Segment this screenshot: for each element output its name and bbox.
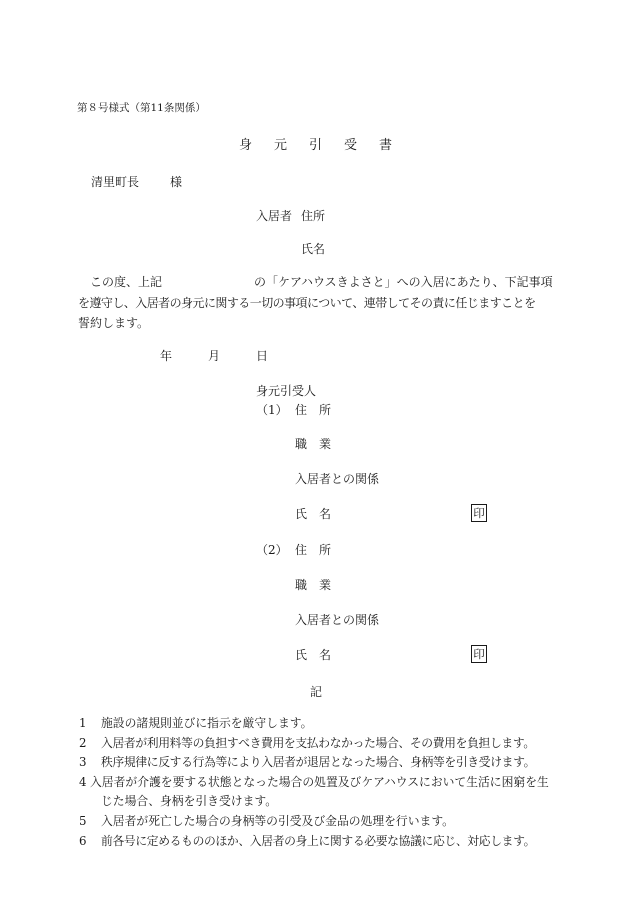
title-char: 引: [309, 138, 323, 153]
seal-mark: 印: [471, 645, 487, 663]
note-text: 入居者が死亡した場合の身柄等の引受及び金品の処理を行います。: [101, 813, 454, 828]
notes-list: [79, 714, 559, 851]
guarantor-relation-label: 入居者との関係: [295, 472, 380, 486]
guarantor-address-label: 住 所: [295, 543, 332, 557]
statement-line: [78, 272, 556, 293]
statement-line: 誓約します。: [78, 316, 150, 330]
guarantor-address-label: 住 所: [295, 403, 332, 417]
note-item: [79, 832, 559, 852]
note-number: 4: [79, 774, 87, 789]
guarantor-occupation-label: 職 業: [295, 437, 332, 451]
addressee-honorific: 様: [170, 175, 183, 189]
resident-label: 入居者: [256, 209, 293, 223]
note-text: 入居者が利用料等の負担すべき費用を支払わなかった場合、その費用を負担します。: [101, 735, 535, 750]
guarantor-heading: 身元引受人: [256, 384, 317, 398]
guarantor-number: （1）: [256, 403, 288, 417]
guarantor-name-label: 氏 名: [295, 648, 332, 662]
title-char: 書: [379, 138, 393, 153]
note-text: 前各号に定めるもののほか、入居者の身上に関する必要な協議に応じ、対応します。: [101, 833, 536, 848]
note-text: 入居者が介護を要する状態となった場合の処置及びケアハウスにおいて生活に困窮を生じた場合、身柄を引き受けます。: [90, 774, 549, 809]
note-item: [79, 753, 559, 773]
resident-address-label: 住所: [301, 209, 326, 223]
title-char: 元: [274, 138, 288, 153]
note-number: 2: [79, 735, 87, 750]
note-number: 5: [79, 813, 87, 828]
guarantor-relation-label: 入居者との関係: [295, 613, 380, 627]
date-day: 日: [256, 349, 269, 363]
form-number: 第８号様式（第11条関係）: [77, 102, 206, 114]
guarantor-occupation-label: 職 業: [295, 578, 332, 592]
guarantor-number: （2）: [256, 543, 288, 557]
note-number: 3: [79, 755, 87, 770]
note-item: [79, 812, 559, 832]
note-text: 施設の諸規則並びに指示を厳守します。: [101, 716, 313, 730]
date-month: 月: [208, 349, 221, 363]
note-number: 6: [79, 833, 87, 848]
seal-mark: 印: [471, 504, 487, 522]
statement-paragraph: [78, 272, 556, 334]
guarantor-name-label: 氏 名: [295, 507, 332, 521]
statement-prefix: この度、上記: [90, 275, 163, 289]
resident-name-label: 氏名: [301, 242, 326, 256]
notes-heading: 記: [310, 685, 323, 699]
statement-line: を遵守し、入居者の身元に関する一切の事項について、連帯してその責に任じますことを: [78, 295, 536, 310]
note-item: [79, 714, 559, 734]
note-item: [79, 773, 559, 812]
title-char: 受: [344, 138, 358, 153]
title-char: 身: [239, 138, 253, 153]
date-year: 年: [160, 349, 173, 363]
note-text: 秩序規律に反する行為等により入居者が退居となった場合、身柄等を引き受けます。: [101, 755, 536, 770]
addressee-name: 清里町長: [91, 175, 140, 189]
note-item: [79, 734, 559, 754]
note-number: 1: [79, 716, 87, 730]
statement-suffix: の「ケアハウスきよさと」への入居にあたり、下記事項: [254, 275, 553, 289]
